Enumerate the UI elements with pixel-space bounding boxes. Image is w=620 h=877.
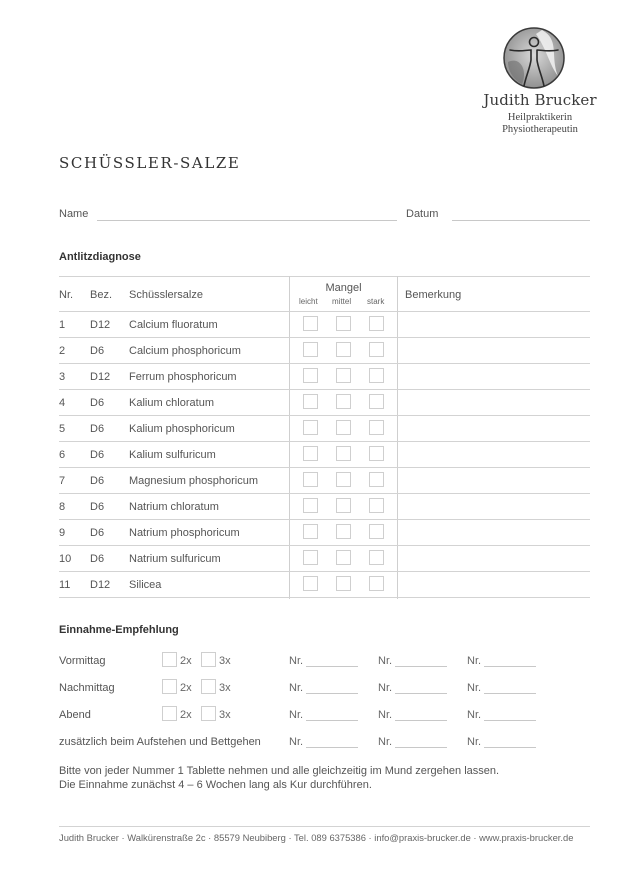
intake-option-label: 2x <box>180 709 192 721</box>
row-bez: D6 <box>90 397 105 409</box>
row-salt-name: Kalium chloratum <box>129 397 214 409</box>
checkbox-intake-3x[interactable] <box>201 652 216 667</box>
row-salt-name: Natrium phosphoricum <box>129 527 240 539</box>
row-salt-name: Natrium sulfuricum <box>129 553 221 565</box>
row-bez: D6 <box>90 449 105 461</box>
row-nr: 7 <box>59 475 66 487</box>
checkbox-deficiency-medium[interactable] <box>336 550 351 565</box>
checkbox-intake-2x[interactable] <box>162 679 177 694</box>
table-row <box>59 546 590 572</box>
checkbox-deficiency-medium[interactable] <box>336 446 351 461</box>
table-row <box>59 390 590 416</box>
checkbox-deficiency-strong[interactable] <box>369 316 384 331</box>
checkbox-deficiency-light[interactable] <box>303 420 318 435</box>
row-bez: D6 <box>90 345 105 357</box>
nr-input-field[interactable] <box>395 693 447 694</box>
remark-field[interactable] <box>399 339 589 363</box>
checkbox-deficiency-medium[interactable] <box>336 498 351 513</box>
document-title: SCHÜSSLER-SALZE <box>59 154 241 172</box>
checkbox-deficiency-light[interactable] <box>303 550 318 565</box>
instruction-line-1: Bitte von jeder Nummer 1 Tablette nehmen und alle gleichzeitig im Mund zergehen lassen. <box>59 765 500 777</box>
remark-field[interactable] <box>399 469 589 493</box>
remark-field[interactable] <box>399 391 589 415</box>
date-field[interactable] <box>452 220 590 221</box>
nr-label: Nr. <box>289 736 304 748</box>
nr-label: Nr. <box>378 682 393 694</box>
header-level-light: leicht <box>299 297 318 306</box>
checkbox-deficiency-light[interactable] <box>303 576 318 591</box>
row-nr: 8 <box>59 501 66 513</box>
checkbox-deficiency-medium[interactable] <box>336 342 351 357</box>
nr-label: Nr. <box>467 655 482 667</box>
row-salt-name: Ferrum phosphoricum <box>129 371 237 383</box>
table-row <box>59 494 590 520</box>
checkbox-deficiency-strong[interactable] <box>369 498 384 513</box>
row-bez: D6 <box>90 501 105 513</box>
table-top-border <box>59 276 590 277</box>
intake-option-label: 2x <box>180 682 192 694</box>
row-salt-name: Silicea <box>129 579 162 591</box>
nr-label: Nr. <box>289 655 304 667</box>
nr-label: Nr. <box>289 682 304 694</box>
row-nr: 11 <box>59 579 71 591</box>
brand-subtitle-heilpraktikerin: Heilpraktikerin <box>507 112 573 123</box>
nr-label: Nr. <box>378 655 393 667</box>
nr-label: Nr. <box>467 736 482 748</box>
intake-row-label: Abend <box>59 709 91 721</box>
nr-label: Nr. <box>289 709 304 721</box>
nr-label: Nr. <box>467 682 482 694</box>
header-level-strong: stark <box>367 297 385 306</box>
checkbox-deficiency-light[interactable] <box>303 524 318 539</box>
checkbox-deficiency-strong[interactable] <box>369 446 384 461</box>
checkbox-deficiency-strong[interactable] <box>369 524 384 539</box>
intake-section-title: Einnahme-Empfehlung <box>59 624 179 636</box>
table-row <box>59 338 590 364</box>
table-row <box>59 416 590 442</box>
checkbox-deficiency-medium[interactable] <box>336 394 351 409</box>
table-row <box>59 364 590 390</box>
remark-field[interactable] <box>399 495 589 519</box>
checkbox-deficiency-medium[interactable] <box>336 576 351 591</box>
checkbox-deficiency-light[interactable] <box>303 394 318 409</box>
nr-input-field[interactable] <box>484 720 536 721</box>
row-salt-name: Kalium phosphoricum <box>129 423 235 435</box>
row-bez: D12 <box>90 579 111 591</box>
nr-input-field[interactable] <box>484 666 536 667</box>
remark-field[interactable] <box>399 547 589 571</box>
row-nr: 3 <box>59 371 66 383</box>
checkbox-deficiency-medium[interactable] <box>336 420 351 435</box>
row-bez: D12 <box>90 319 111 331</box>
nr-input-field[interactable] <box>395 720 447 721</box>
header-bez: Bez. <box>90 289 113 301</box>
row-nr: 5 <box>59 423 66 435</box>
table-row <box>59 468 590 494</box>
header-nr: Nr. <box>59 289 74 301</box>
row-salt-name: Calcium phosphoricum <box>129 345 241 357</box>
row-divider <box>59 597 590 598</box>
nr-label: Nr. <box>378 736 393 748</box>
nr-input-field[interactable] <box>395 666 447 667</box>
row-salt-name: Calcium fluoratum <box>129 319 218 331</box>
instruction-line-2: Die Einnahme zunächst 4 – 6 Wochen lang als Kur durchführen. <box>59 779 372 791</box>
checkbox-deficiency-light[interactable] <box>303 342 318 357</box>
checkbox-deficiency-strong[interactable] <box>369 420 384 435</box>
remark-field[interactable] <box>399 365 589 389</box>
intake-row-label: Vormittag <box>59 655 106 667</box>
row-nr: 4 <box>59 397 66 409</box>
checkbox-deficiency-strong[interactable] <box>369 576 384 591</box>
nr-input-field[interactable] <box>395 747 447 748</box>
nr-label: Nr. <box>467 709 482 721</box>
checkbox-deficiency-strong[interactable] <box>369 394 384 409</box>
row-nr: 9 <box>59 527 66 539</box>
name-label: Name <box>59 208 89 220</box>
nr-label: Nr. <box>378 709 393 721</box>
checkbox-deficiency-light[interactable] <box>303 446 318 461</box>
remark-field[interactable] <box>399 417 589 441</box>
row-bez: D12 <box>90 371 111 383</box>
checkbox-deficiency-strong[interactable] <box>369 550 384 565</box>
checkbox-deficiency-medium[interactable] <box>336 524 351 539</box>
remark-field[interactable] <box>399 521 589 545</box>
checkbox-intake-2x[interactable] <box>162 652 177 667</box>
intake-option-label: 3x <box>219 709 231 721</box>
row-bez: D6 <box>90 527 105 539</box>
remark-field[interactable] <box>399 443 589 467</box>
checkbox-deficiency-medium[interactable] <box>336 472 351 487</box>
header-level-medium: mittel <box>332 297 352 306</box>
checkbox-deficiency-light[interactable] <box>303 472 318 487</box>
header-remark: Bemerkung <box>405 289 462 301</box>
intake-option-label: 2x <box>180 655 192 667</box>
checkbox-deficiency-strong[interactable] <box>369 472 384 487</box>
table-row <box>59 572 590 598</box>
checkbox-deficiency-light[interactable] <box>303 316 318 331</box>
checkbox-deficiency-light[interactable] <box>303 368 318 383</box>
footer-divider <box>59 826 590 827</box>
checkbox-deficiency-light[interactable] <box>303 498 318 513</box>
nr-input-field[interactable] <box>484 747 536 748</box>
remark-field[interactable] <box>399 573 589 597</box>
intake-row-label: Nachmittag <box>59 682 115 694</box>
checkbox-deficiency-medium[interactable] <box>336 316 351 331</box>
diagnosis-section-title: Antlitzdiagnose <box>59 251 141 263</box>
row-nr: 1 <box>59 319 66 331</box>
name-field[interactable] <box>97 220 397 221</box>
checkbox-deficiency-strong[interactable] <box>369 342 384 357</box>
brand-subtitle-physiotherapeutin: Physiotherapeutin <box>502 124 578 135</box>
nr-input-field[interactable] <box>306 720 358 721</box>
remark-field[interactable] <box>399 313 589 337</box>
nr-input-field[interactable] <box>484 693 536 694</box>
row-nr: 6 <box>59 449 66 461</box>
vitruvian-figure-logo-icon <box>502 26 566 90</box>
header-salt: Schüsslersalze <box>129 289 203 301</box>
checkbox-intake-3x[interactable] <box>201 679 216 694</box>
date-label: Datum <box>406 208 439 220</box>
header-deficiency: Mangel <box>325 282 362 294</box>
checkbox-deficiency-strong[interactable] <box>369 368 384 383</box>
row-bez: D6 <box>90 423 105 435</box>
row-bez: D6 <box>90 553 105 565</box>
intake-option-label: 3x <box>219 682 231 694</box>
table-row <box>59 312 590 338</box>
table-row <box>59 442 590 468</box>
brand-name: Judith Brucker <box>483 91 597 109</box>
row-bez: D6 <box>90 475 105 487</box>
nr-input-field[interactable] <box>306 747 358 748</box>
row-nr: 10 <box>59 553 72 565</box>
checkbox-intake-2x[interactable] <box>162 706 177 721</box>
intake-option-label: 3x <box>219 655 231 667</box>
nr-input-field[interactable] <box>306 666 358 667</box>
footer-contact: Judith Brucker · Walkürenstraße 2c · 85579 Neubiberg · Tel. 089 6375386 · info@praxis-brucker.de · www.praxis-brucker.de <box>59 832 574 843</box>
checkbox-intake-3x[interactable] <box>201 706 216 721</box>
intake-row-label: zusätzlich beim Aufstehen und Bettgehen <box>59 736 261 748</box>
row-salt-name: Magnesium phosphoricum <box>129 475 259 487</box>
checkbox-deficiency-medium[interactable] <box>336 368 351 383</box>
row-salt-name: Kalium sulfuricum <box>129 449 216 461</box>
table-row <box>59 520 590 546</box>
row-salt-name: Natrium chloratum <box>129 501 219 513</box>
nr-input-field[interactable] <box>306 693 358 694</box>
row-nr: 2 <box>59 345 66 357</box>
